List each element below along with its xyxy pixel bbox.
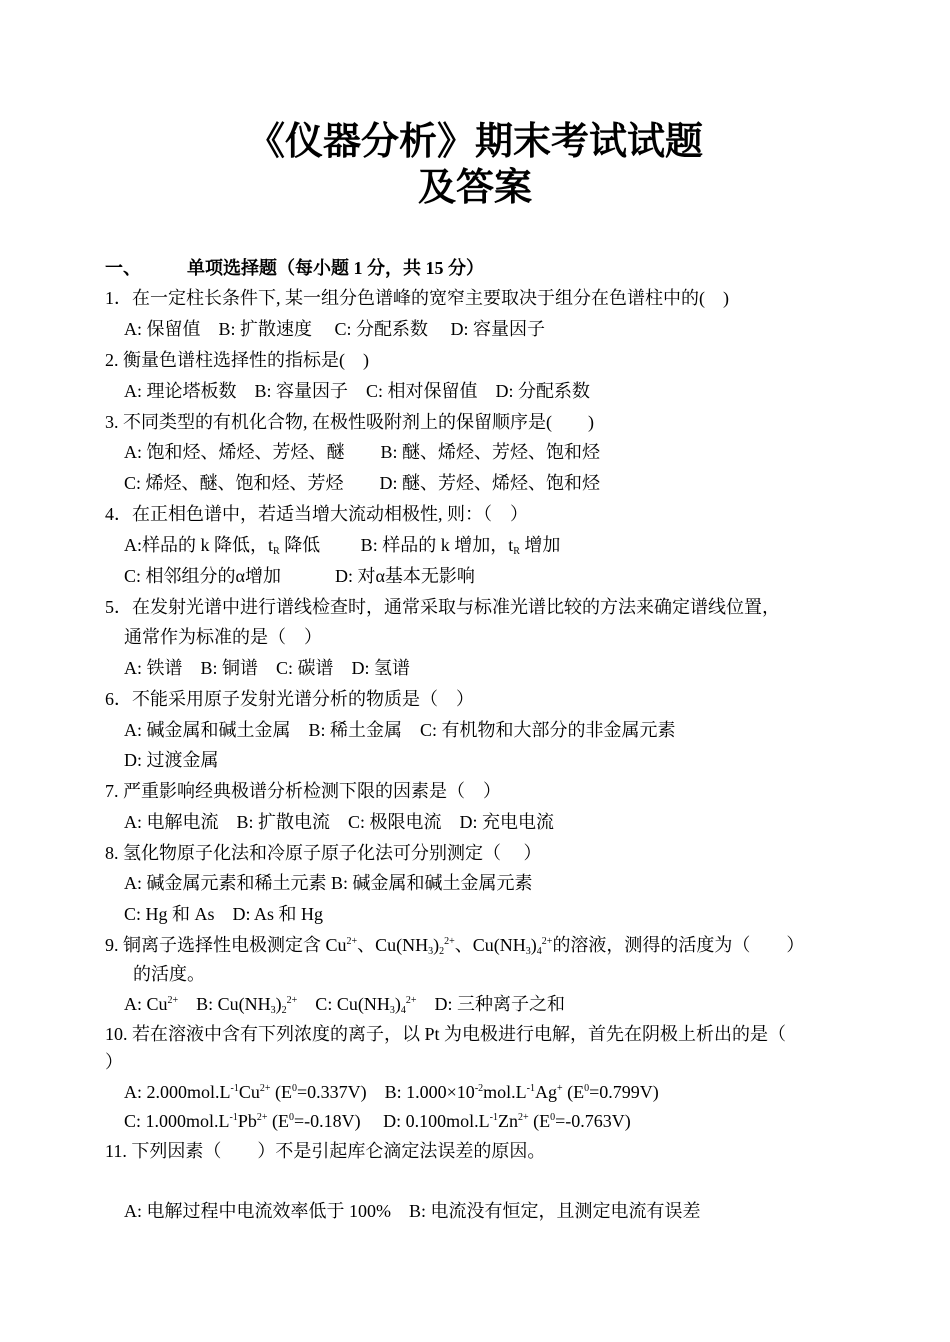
question-6: 6．不能采用原子发射光谱分析的物质是（ ）	[105, 689, 474, 709]
document-title-line2: 及答案	[417, 164, 532, 209]
question-7-options: A: 电解电流 B: 扩散电流 C: 极限电流 D: 充电电流	[124, 812, 555, 832]
question-9-continued: 的活度。	[133, 964, 205, 984]
question-4-options-cd: C: 相邻组分的α增加 D: 对α基本无影响	[124, 566, 475, 586]
section-heading	[105, 257, 484, 279]
question-8-options-ab: A: 碱金属元素和稀土元素 B: 碱金属和碱土金属元素	[124, 873, 533, 893]
question-11: 11. 下列因素（ ）不是引起库仑滴定法误差的原因。	[105, 1141, 546, 1161]
question-5-options: A: 铁谱 B: 铜谱 C: 碳谱 D: 氢谱	[124, 658, 411, 678]
question-2-options: A: 理论塔板数 B: 容量因子 C: 相对保留值 D: 分配系数	[124, 381, 591, 401]
question-9: 9. 铜离子选择性电极测定含 $Cu^{2+}$、$Cu(NH_3)_2^{2+}$、$Cu(NH_3)_4^{2+}$的溶液，测得的活度为（ ）	[105, 935, 805, 957]
question-1: 1．在一定柱长条件下, 某一组分色谱峰的宽窄主要取决于组分在色谱柱中的( )	[105, 288, 729, 308]
question-4-options-ab: A:样品的 k 降低，$t_R$ 降低 B: 样品的 k 增加，$t_R$ 增加	[124, 535, 561, 557]
question-9-options: A: $Cu^{2+}$ B: $Cu(NH_3)_2^{2+}$ C: $Cu(NH_3)_4^{2+}$ D: 三种离子之和	[124, 994, 565, 1016]
question-5-continued: 通常作为标准的是（ ）	[124, 627, 322, 647]
question-11-options-ab: A: 电解过程中电流效率低于 100% B: 电流没有恒定，且测定电流有误差	[124, 1201, 701, 1221]
question-6-options-abc: A: 碱金属和碱土金属 B: 稀土金属 C: 有机物和大部分的非金属元素	[124, 720, 676, 740]
section-number: 一、	[105, 258, 141, 278]
question-8: 8. 氢化物原子化法和冷原子原子化法可分别测定（ ）	[105, 843, 542, 863]
question-10-continued: ）	[105, 1052, 123, 1072]
question-10-options-ab: A: $2.000mol.L^{-1}Cu^{2+}$ $(E^0=0.337V)$ B: $1.000\times 10^{-2}mol.L^{-1}Ag^+$ $(E^0=0.799V)$	[124, 1082, 659, 1102]
question-1-options: A: 保留值 B: 扩散速度 C: 分配系数 D: 容量因子	[124, 319, 546, 339]
question-6-option-d: D: 过渡金属	[124, 750, 219, 770]
question-5: 5．在发射光谱中进行谱线检查时，通常采取与标准光谱比较的方法来确定谱线位置，	[105, 597, 780, 617]
document-title-line1: 《仪器分析》期末考试试题	[246, 118, 703, 163]
question-3-options-ab: A: 饱和烃、烯烃、芳烃、醚 B: 醚、烯烃、芳烃、饱和烃	[124, 442, 601, 462]
question-3: 3. 不同类型的有机化合物, 在极性吸附剂上的保留顺序是( )	[105, 412, 594, 432]
question-10: 10. 若在溶液中含有下列浓度的离子，以 Pt 为电极进行电解，首先在阴极上析出的是（	[105, 1024, 787, 1044]
question-4: 4．在正相色谱中，若适当增大流动相极性, 则：（ ）	[105, 504, 528, 524]
section-title: 单项选择题（每小题 1 分，共 15 分）	[187, 258, 484, 278]
question-7: 7. 严重影响经典极谱分析检测下限的因素是（ ）	[105, 781, 501, 801]
question-8-options-cd: C: Hg 和 As D: As 和 Hg	[124, 904, 324, 924]
question-2: 2. 衡量色谱柱选择性的指标是( )	[105, 350, 369, 370]
question-3-options-cd: C: 烯烃、醚、饱和烃、芳烃 D: 醚、芳烃、烯烃、饱和烃	[124, 473, 601, 493]
question-10-options-cd: C: $1.000mol.L^{-1}Pb^{2+}$ $(E^0=-0.18V)$ D: $0.100mol.L^{-1}Zn^{2+}$ $(E^0=-0.763V)$	[124, 1111, 631, 1131]
